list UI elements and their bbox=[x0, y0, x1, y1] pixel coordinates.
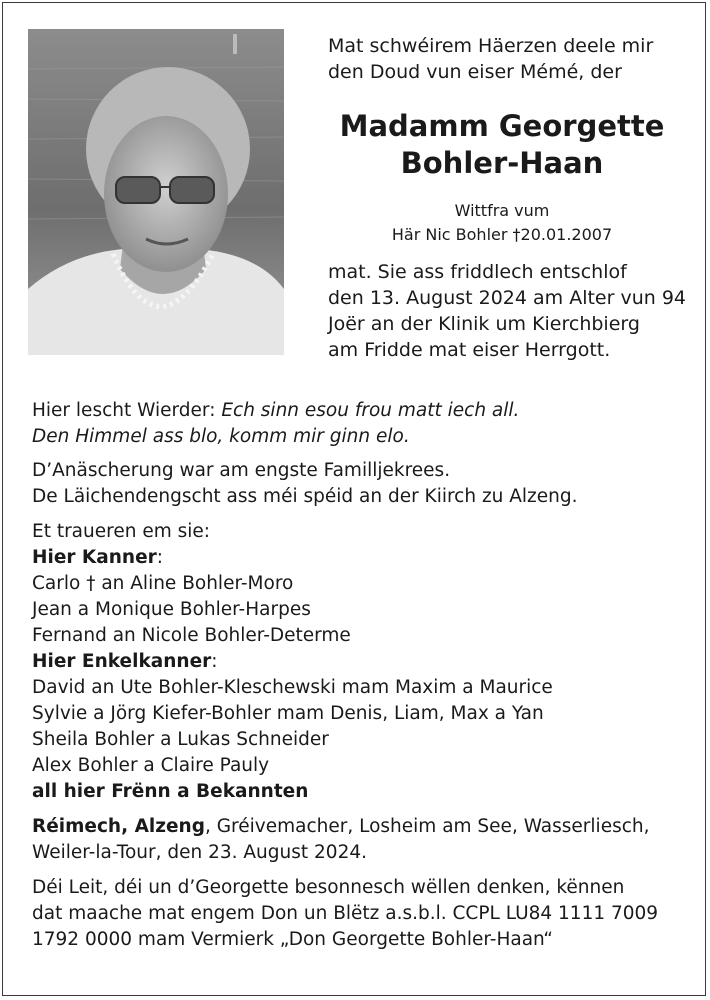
passing-line: mat. Sie ass friddlech entschlof bbox=[328, 261, 627, 283]
passing-line: den 13. August 2024 am Alter vun 94 bbox=[328, 287, 687, 309]
grandchildren-label: Hier Enkelkanner bbox=[32, 651, 212, 672]
last-words-quote-2: Den Himmel ass blo, komm mir ginn elo. bbox=[32, 426, 410, 447]
grandchild-entry: Alex Bohler a Claire Pauly bbox=[32, 755, 270, 776]
last-words-line-1 bbox=[32, 398, 692, 424]
intro-line: den Doud vun eiser Mémé, der bbox=[328, 61, 622, 83]
name-line-1: Madamm Georgette bbox=[339, 109, 665, 143]
name-line-2: Bohler-Haan bbox=[400, 146, 604, 180]
ceremony-line: D’Anäscherung war am engste Familljekrees. bbox=[32, 460, 451, 481]
child-entry: Jean a Monique Bohler-Harpes bbox=[32, 599, 311, 620]
widow-line-2: Här Nic Bohler †20.01.2007 bbox=[391, 225, 613, 244]
grandchild-entry: David an Ute Bohler-Kleschewski mam Maxim a Maurice bbox=[32, 677, 553, 698]
children-label: Hier Kanner bbox=[32, 547, 157, 568]
place-line-2: Weiler-la-Tour, den 23. August 2024. bbox=[32, 842, 367, 863]
children-colon: : bbox=[156, 547, 164, 568]
portrait-image bbox=[28, 29, 284, 355]
grandchild-entry: Sheila Bohler a Lukas Schneider bbox=[32, 729, 329, 750]
friends-line: all hier Frënn a Bekannten bbox=[32, 781, 309, 802]
donation-line: dat maache mat engem Don un Blëtz a.s.b.l. CCPL LU84 1111 7009 bbox=[32, 903, 659, 924]
donation-line: Déi Leit, déi un d’Georgette besonnesch wëllen denken, kënnen bbox=[32, 877, 625, 898]
notice-body bbox=[32, 398, 692, 953]
place-rest: , Gréivemacher, Losheim am See, Wasserliesch, bbox=[204, 816, 650, 837]
widow-line-1: Wittfra vum bbox=[454, 201, 550, 220]
last-words-line-2 bbox=[32, 424, 692, 450]
portrait-photo bbox=[28, 29, 284, 355]
last-words-prefix: Hier lescht Wierder: bbox=[32, 400, 222, 421]
widow-of bbox=[296, 199, 708, 247]
ceremony-line: De Läichendengscht ass méi spéid an der Kiirch zu Alzeng. bbox=[32, 486, 578, 507]
place-bold: Réimech, Alzeng bbox=[32, 816, 205, 837]
children-heading bbox=[32, 545, 692, 571]
grandchildren-colon: : bbox=[211, 651, 218, 672]
child-entry: Carlo † an Aline Bohler-Moro bbox=[32, 573, 294, 594]
grandchildren-heading bbox=[32, 649, 692, 675]
last-words-quote-1: Ech sinn esou frou matt iech all. bbox=[221, 400, 520, 421]
intro-line: Mat schwéirem Häerzen deele mir bbox=[328, 35, 654, 57]
passing-text bbox=[328, 259, 700, 363]
intro-text bbox=[328, 33, 688, 85]
passing-line: am Fridde mat eiser Herrgott. bbox=[328, 339, 611, 361]
passing-line: Joër an der Klinik um Kierchbierg bbox=[328, 313, 640, 335]
mourners-intro: Et traueren em sie: bbox=[32, 521, 210, 542]
child-entry: Fernand an Nicole Bohler-Determe bbox=[32, 625, 351, 646]
place-line-1 bbox=[32, 814, 692, 840]
deceased-name bbox=[296, 108, 708, 182]
grandchild-entry: Sylvie a Jörg Kiefer-Bohler mam Denis, Liam, Max a Yan bbox=[32, 703, 544, 724]
donation-line: 1792 0000 mam Vermierk „Don Georgette Bohler-Haan“ bbox=[32, 929, 554, 950]
